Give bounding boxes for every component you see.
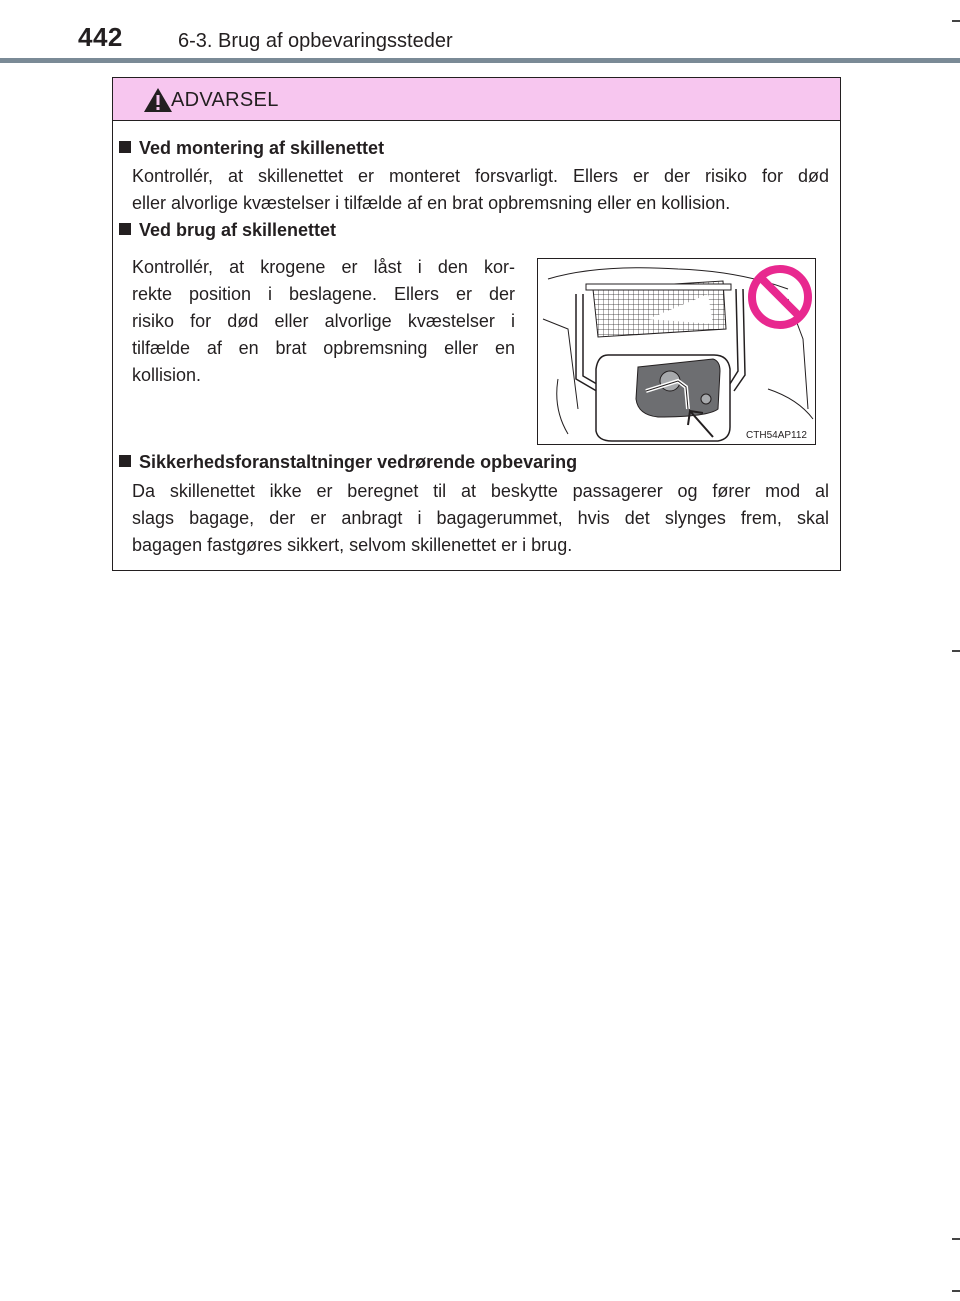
header-rule xyxy=(0,58,960,63)
crop-mark xyxy=(952,1290,960,1292)
crop-mark xyxy=(952,650,960,652)
section-text: Da skillenettet ikke er beregnet til at beskytte passagerer og fører mod al slags bagage, der er anbragt i bagagerummet, hvis det slynges frem, skal bagagen fastgøres sikkert, selvom skillenettet er i brug. xyxy=(132,481,829,555)
page-number: 442 xyxy=(78,22,123,52)
square-bullet-icon xyxy=(119,141,131,153)
square-bullet-icon xyxy=(119,223,131,235)
section-heading: Ved montering af skillenettet xyxy=(119,138,384,159)
warning-triangle-icon xyxy=(143,87,173,113)
cargo-net-illustration xyxy=(538,259,816,445)
section-heading: Ved brug af skillenettet xyxy=(119,220,336,241)
section-text: Kontrollér, at krogene er låst i den kor- rekte position i beslagene. Ellers er der risiko for død eller alvorlige kvæstelser i tilfælde af en brat opbremsning eller en kollision. xyxy=(132,257,515,385)
page-header xyxy=(0,0,960,64)
crop-mark xyxy=(952,20,960,22)
warning-header xyxy=(113,78,840,121)
warning-title: ADVARSEL xyxy=(171,89,279,111)
section-title: 6-3. Brug af opbevaringssteder xyxy=(178,30,453,52)
section-text: Kontrollér, at skillenettet er monteret forsvarligt. Ellers er der risiko for død eller alvorlige kvæstelser i tilfælde af en brat opbremsning eller en kollision. xyxy=(132,166,829,213)
figure-code: CTH54AP112 xyxy=(746,430,807,441)
illustration-net-hook xyxy=(537,258,816,445)
square-bullet-icon xyxy=(119,455,131,467)
section-heading: Sikkerhedsforanstaltninger vedrørende opbevaring xyxy=(119,452,577,473)
crop-mark xyxy=(952,1238,960,1240)
